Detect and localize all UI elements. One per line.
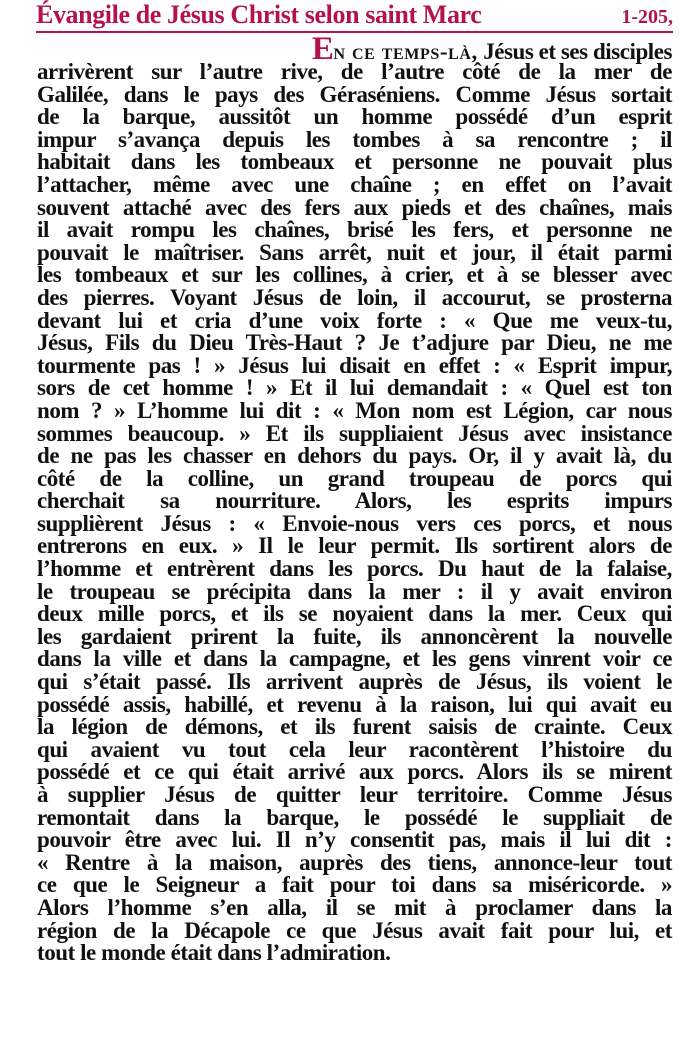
text-line: de la barque, aussitôt un homme possédé d’un esprit [37, 104, 672, 130]
text-line: les tombeaux et sur les collines, à crier, et à se blesser avec [37, 262, 672, 288]
text-line: souvent attaché avec des fers aux pieds et des chaînes, mais [37, 194, 672, 220]
opening-line-rest: Jésus et ses disciples [477, 39, 672, 64]
text-line: tout le monde était dans l’admiration. [37, 940, 391, 966]
text-line: à supplier Jésus de quitter leur territoire. Comme Jésus [37, 782, 672, 807]
text-line: remontait dans la barque, le possédé le suppliait de [37, 804, 672, 830]
text-line: le troupeau se précipita dans la mer : il y avait environ [37, 578, 672, 604]
text-line: nom ? » L’homme lui dit : « Mon nom est Légion, car nous [37, 397, 672, 423]
text-line: supplièrent Jésus : « Envoie-nous vers ces porcs, et nous [37, 510, 672, 536]
text-line: arrivèrent sur l’autre rive, de l’autre côté de la mer de [37, 59, 672, 84]
text-line-opening [37, 31, 672, 67]
text-line: ce que le Seigneur a fait pour toi dans sa miséricorde. » [37, 872, 672, 898]
text-line: entrerons en eux. » Il le leur permit. Ils sortirent alors de [37, 533, 672, 559]
text-line: devant lui et cria d’une voix forte : « Que me veux-tu, [37, 307, 672, 333]
text-line: impur s’avança depuis les tombes à sa rencontre ; il [37, 126, 672, 152]
text-line: côté de la colline, un grand troupeau de porcs qui [37, 465, 672, 491]
text-line: les gardaient prirent la fuite, ils annoncèrent la nouvelle [37, 623, 672, 649]
text-line: il avait rompu les chaînes, brisé les fers, et personne ne [37, 217, 672, 243]
text-line: qui s’était passé. Ils arrivent auprès de Jésus, ils voient le [37, 669, 672, 695]
text-line: des pierres. Voyant Jésus de loin, il accourut, se prosterna [37, 284, 672, 310]
text-line: possédé et ce qui était arrivé aux porcs. Alors ils se mirent [37, 759, 672, 785]
text-line: l’attacher, même avec une chaîne ; en effet on l’avait [37, 171, 672, 197]
text-line: cherchait sa nourriture. Alors, les esprits impurs [37, 488, 672, 514]
text-line: la légion de démons, et ils furent saisis de crainte. Ceux [37, 714, 672, 740]
text-line: Alors l’homme s’en alla, il se mit à proclamer dans la [37, 894, 672, 920]
page-reference: 1-205, [621, 6, 673, 28]
text-line: de ne pas les chasser en dehors du pays. Or, il y avait là, du [37, 443, 672, 469]
text-line: Galilée, dans le pays des Géraséniens. Comme Jésus sortait [37, 81, 672, 107]
text-line: sors de cet homme ! » Et il lui demandait : « Quel est ton [37, 375, 672, 401]
text-line: pouvait le maîtriser. Sans arrêt, nuit et jour, il était parmi [37, 239, 672, 265]
drop-cap: E [311, 31, 334, 67]
gospel-text [37, 31, 672, 966]
text-line: « Rentre à la maison, auprès des tiens, annonce-leur tout [37, 849, 672, 875]
text-line: dans la ville et dans la campagne, et les gens vinrent voir ce [37, 646, 672, 672]
text-line: qui avaient vu tout cela leur racontèrent l’histoire du [37, 736, 672, 762]
text-line: Jésus, Fils du Dieu Très-Haut ? Je t’adjure par Dieu, ne me [37, 330, 672, 356]
opening-smallcaps: n ce temps-là, [333, 39, 478, 64]
text-line: sommes beaucoup. » Et ils suppliaient Jésus avec insistance [37, 420, 672, 446]
text-line: habitait dans les tombeaux et personne ne pouvait plus [37, 149, 672, 175]
text-line: tourmente pas ! » Jésus lui disait en effet : « Esprit impur, [37, 352, 672, 378]
gospel-title: Évangile de Jésus Christ selon saint Marc [36, 0, 482, 29]
header [36, 0, 673, 33]
text-line: l’homme et entrèrent dans les porcs. Du haut de la falaise, [37, 556, 672, 582]
text-line: région de la Décapole ce que Jésus avait fait pour lui, et [37, 917, 672, 943]
text-line: deux mille porcs, et ils se noyaient dans la mer. Ceux qui [37, 601, 672, 627]
text-line: possédé assis, habillé, et revenu à la raison, lui qui avait eu [37, 691, 672, 717]
text-line: pouvoir être avec lui. Il n’y consentit pas, mais il lui dit : [37, 827, 672, 853]
